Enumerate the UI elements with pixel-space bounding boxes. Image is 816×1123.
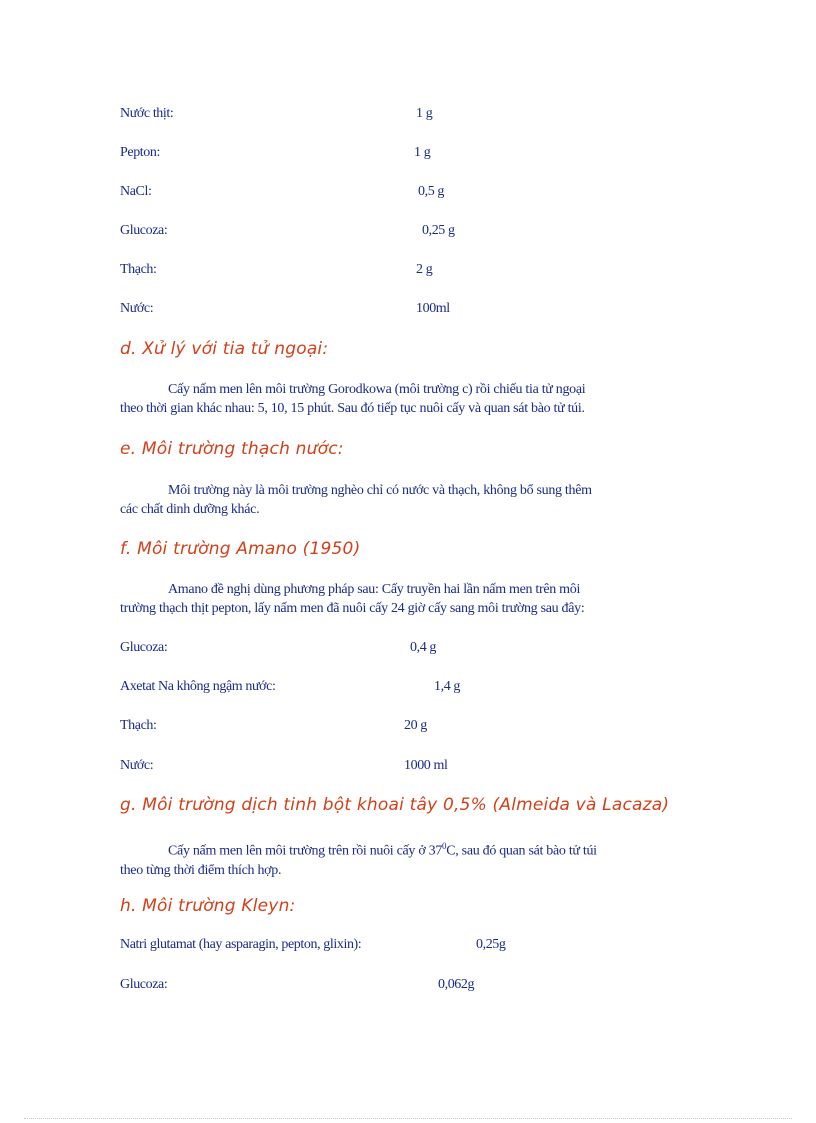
page-footer-divider [24,1118,792,1119]
ingredient-amount: 20 g [404,718,427,733]
paragraph-line: Cấy nấm men lên môi trường Gorodkowa (môi trường c) rồi chiếu tia tử ngoại [168,382,586,397]
section-heading: f. Môi trường Amano (1950) [120,539,361,559]
ingredient-amount: 0,25 g [422,223,455,238]
ingredient-label: Pepton: [120,145,160,160]
ingredient-label: Thạch: [120,262,157,277]
ingredient-label: NaCl: [120,184,152,199]
section-paragraph [120,580,680,618]
ingredient-label: Glucoza: [120,640,168,655]
ingredient-label: Nước thịt: [120,106,174,121]
ingredient-amount: 1000 ml [404,758,448,773]
ingredient-amount: 1 g [414,145,431,160]
ingredient-amount: 2 g [416,262,433,277]
ingredient-label: Nước: [120,301,154,316]
ingredient-amount: 0,25g [476,937,506,952]
superscript-degree: 0 [442,841,447,851]
ingredient-label: Glucoza: [120,223,168,238]
ingredient-amount: 0,4 g [410,640,437,655]
ingredient-amount: 1 g [416,106,433,121]
ingredient-amount: 0,5 g [418,184,445,199]
paragraph-text: C, sau đó quan sát bào tử túi [446,843,597,859]
section-heading: e. Môi trường thạch nước: [120,439,344,459]
section-heading: g. Môi trường dịch tinh bột khoai tây 0,5% (Almeida và Lacaza) [120,795,670,815]
section-heading: h. Môi trường Kleyn: [120,896,296,916]
ingredient-label: Axetat Na không ngậm nước: [120,679,276,694]
section-heading: d. Xử lý với tia tử ngoại: [120,339,329,359]
ingredient-label: Nước: [120,758,154,773]
paragraph-line: Amano đề nghị dùng phương pháp sau: Cấy truyền hai lần nấm men trên môi [168,582,581,597]
paragraph-line: trường thạch thịt pepton, lấy nấm men đã nuôi cấy 24 giờ cấy sang môi trường sau đây: [120,601,585,616]
ingredient-label: Thạch: [120,718,157,733]
section-paragraph [120,481,680,519]
ingredient-amount: 100ml [416,301,450,316]
paragraph-line [120,837,680,861]
ingredient-amount: 1,4 g [434,679,461,694]
section-paragraph [120,837,680,880]
paragraph-text: Cấy nấm men lên môi trường trên rồi nuôi cấy ở 37 [168,843,443,859]
paragraph-line: theo thời gian khác nhau: 5, 10, 15 phút. Sau đó tiếp tục nuôi cấy và quan sát bào tử túi. [120,401,585,416]
paragraph-line: theo từng thời điểm thích hợp. [120,862,282,878]
ingredient-label: Natri glutamat (hay asparagin, pepton, glixin): [120,937,362,952]
paragraph-line: Môi trường này là môi trường nghèo chỉ có nước và thạch, không bổ sung thêm [168,483,592,498]
section-paragraph [120,380,680,418]
paragraph-line: các chất dinh dưỡng khác. [120,502,260,517]
ingredient-label: Glucoza: [120,977,168,992]
ingredient-amount: 0,062g [438,977,475,992]
